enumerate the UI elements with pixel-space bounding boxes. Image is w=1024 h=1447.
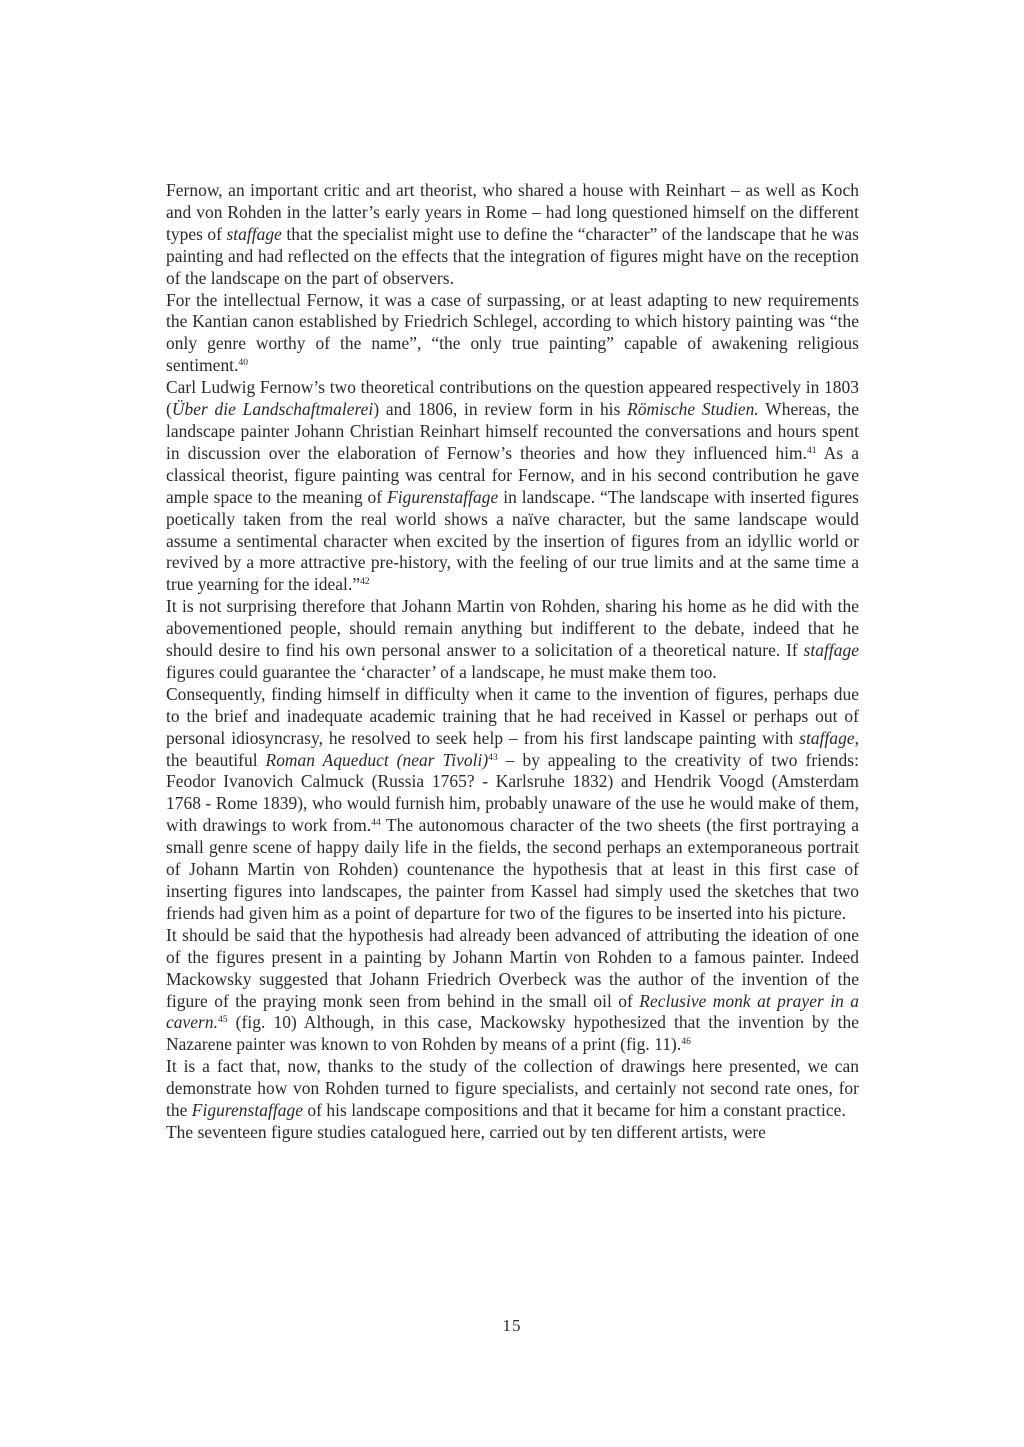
- paragraph: [166, 925, 859, 1056]
- paragraph: [166, 596, 859, 684]
- italic-text: Reclusive monk at prayer in a cavern.: [166, 990, 859, 1033]
- text-run: As a classical theorist, figure painting was central for Fernow, and in his second contribution he gave ample space to the meaning of: [166, 442, 860, 507]
- italic-text: staffage: [803, 640, 859, 661]
- text-run: in landscape. “The landscape with inserted figures poetically taken from the real world shows a naïve character, but the same landscape would assume a sentimental character when excited by the insertion of figures from an idyllic world or revived by a more attractive pre-history, with the feeling of our true limits and at the same time a true yearning for the ideal.”: [166, 486, 860, 595]
- text-run: It is not surprising therefore that Johann Martin von Rohden, sharing his home as he did with the abovementioned people, should remain anything but indifferent to the debate, indeed that he should desire to find his own personal answer to a solicitation of a theoretical nature. If: [166, 596, 859, 661]
- italic-text: Roman Aqueduct (near Tivoli): [265, 749, 489, 770]
- paragraph: [166, 180, 859, 290]
- text-column: [166, 180, 859, 1144]
- text-run: Consequently, finding himself in difficulty when it came to the invention of figures, perhaps due to the brief and inadequate academic training that he had received in Kassel or perhaps out of personal idiosyncrasy, he resolved to seek help – from his first landscape painting with: [166, 683, 859, 748]
- text-run: It is a fact that, now, thanks to the study of the collection of drawings here presented, we can demonstrate how von Rohden turned to figure specialists, and certainly not second rate ones, for the: [166, 1056, 859, 1121]
- paragraph: [166, 1056, 859, 1122]
- text-run: Fernow, an important critic and art theorist, who shared a house with Reinhart – as well as Koch and von Rohden in the latter’s early years in Rome – had long questioned himself on the different types of: [166, 180, 859, 244]
- text-run: The seventeen figure studies catalogued here, carried out by ten different artists, were: [166, 1121, 766, 1142]
- footnote-marker: 42: [360, 577, 370, 588]
- footnote-marker: 43: [488, 752, 498, 763]
- paragraph: [166, 684, 859, 925]
- italic-text: Über die Landschaftmalerei: [171, 399, 374, 420]
- paragraph: [166, 290, 859, 378]
- footnote-marker: 46: [681, 1037, 691, 1048]
- text-run: – by appealing to the creativity of two friends: Feodor Ivanovich Calmuck (Russia 1765? - Karlsruhe 1832) and Hendrik Voogd (Amsterdam 1768 - Rome 1839), who would furnish him, probably unaware of the use he would make of them, with drawings to work from.: [166, 749, 859, 836]
- text-run: It should be said that the hypothesis had already been advanced of attributing the ideation of one of the figures present in a painting by Johann Martin von Rohden to a famous painter. Indeed Mackowsky suggested that Johann Friedrich Overbeck was the author of the invention of the figure of the praying monk seen from behind in the small oil of: [166, 924, 859, 1011]
- text-run: (fig. 10) Although, in this case, Mackowsky hypothesized that the invention by the Nazarene painter was known to von Rohden by means of a print (fig. 11).: [166, 1012, 859, 1055]
- italic-text: Römische Studien.: [627, 399, 759, 420]
- page-number: 15: [502, 1316, 522, 1335]
- italic-text: staffage: [226, 223, 282, 244]
- paragraph: [166, 377, 859, 596]
- footnote-marker: 45: [218, 1015, 228, 1026]
- italic-text: Figurenstaffage: [387, 486, 499, 507]
- text-run: Whereas, the landscape painter Johann Christian Reinhart himself recounted the conversations and hours spent in discussion over the elaboration of Fernow’s theories and how they influenced him.: [166, 399, 859, 463]
- text-run: Carl Ludwig Fernow’s two theoretical contributions on the question appeared respectively in 1803 (: [166, 377, 859, 420]
- text-run: For the intellectual Fernow, it was a case of surpassing, or at least adapting to new requirements the Kantian canon established by Friedrich Schlegel, according to which history painting was “the only genre worthy of the name”, “the only true painting” capable of awakening religious sentiment.: [166, 289, 859, 376]
- italic-text: Figurenstaffage: [191, 1100, 303, 1121]
- italic-text: staffage: [799, 727, 855, 748]
- text-run: The autonomous character of the two sheets (the first portraying a small genre scene of happy daily life in the fields, the second perhaps an extemporaneous portrait of Johann Martin von Rohden) countenance the hypothesis that at least in this first case of inserting figures into landscapes, the painter from Kassel had simply used the sketches that two friends had given him as a point of departure for two of the figures to be inserted into his picture.: [166, 815, 859, 923]
- text-run: that the specialist might use to define the “character” of the landscape that he was painting and had reflected on the effects that the integration of figures might have on the reception of the landscape on the part of observers.: [166, 223, 859, 288]
- text-run: of his landscape compositions and that it became for him a constant practice.: [303, 1100, 846, 1121]
- footnote-marker: 40: [238, 358, 249, 369]
- text-run: , the beautiful: [166, 727, 859, 770]
- paragraph: [166, 1122, 859, 1144]
- text-run: figures could guarantee the ‘character’ of a landscape, he must make them too.: [166, 661, 717, 682]
- footnote-marker: 41: [807, 445, 817, 456]
- footnote-marker: 44: [371, 818, 381, 829]
- text-run: ) and 1806, in review form in his: [373, 399, 628, 420]
